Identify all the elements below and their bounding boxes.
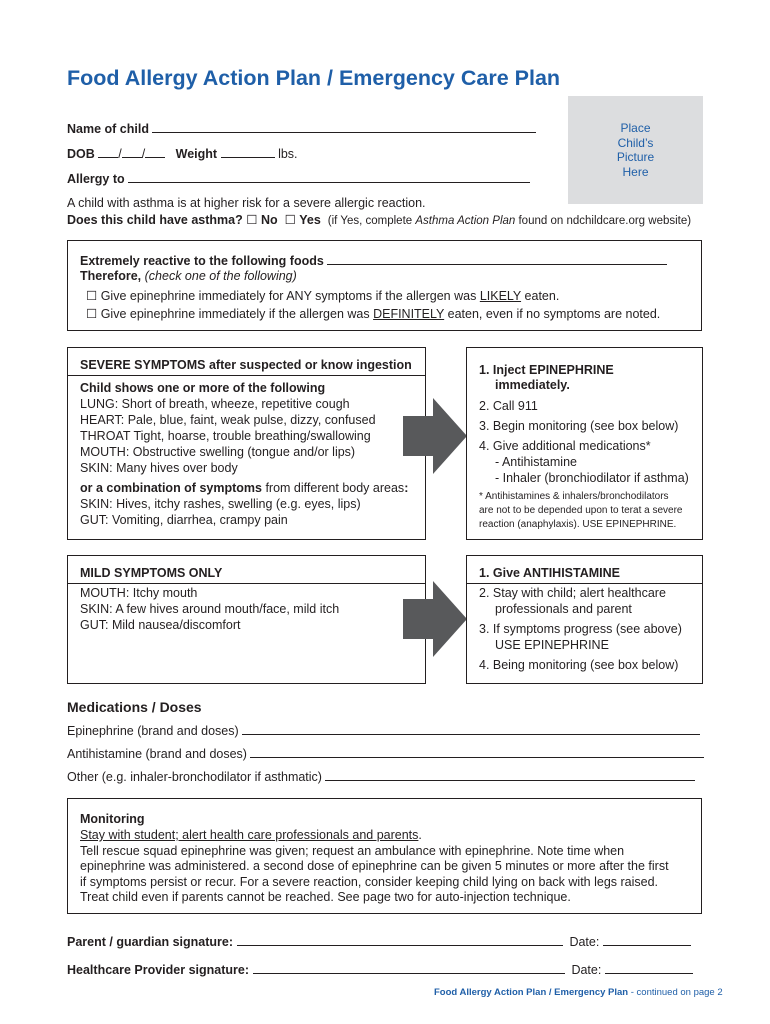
mild-symptoms-box xyxy=(67,555,426,684)
symptom-line: THROAT Tight, hoarse, trouble breathing/swallowing xyxy=(80,429,371,443)
monitoring-emphasis: Stay with student; alert health care professionals and parents xyxy=(80,828,419,842)
parent-date-field[interactable] xyxy=(603,934,691,946)
provider-signature-field[interactable] xyxy=(253,962,565,974)
monitoring-period: . xyxy=(418,828,422,842)
mild-actions-box xyxy=(466,555,703,684)
asthma-plan-ref: Asthma Action Plan xyxy=(415,215,516,227)
photo-text: Picture xyxy=(616,150,655,164)
symptom-line: MOUTH: Itchy mouth xyxy=(80,586,198,600)
date-label: Date: xyxy=(569,935,600,949)
arrow-right-icon xyxy=(403,398,469,474)
dob-sep: / xyxy=(118,147,122,161)
severe-symptoms-box xyxy=(67,347,426,540)
photo-text: Place xyxy=(620,121,651,135)
option-likely-text: eaten. xyxy=(521,289,560,303)
lbs-label: lbs. xyxy=(278,147,298,161)
reactive-heading: Extremely reactive to the following foods xyxy=(80,254,324,268)
option-definitely-emphasis: DEFINITELY xyxy=(373,307,445,321)
action-substep: - Antihistamine xyxy=(495,455,577,469)
epinephrine-label: Epinephrine (brand and doses) xyxy=(67,724,239,738)
other-med-field[interactable] xyxy=(325,769,695,781)
dob-day-field[interactable] xyxy=(122,146,142,158)
photo-text: Here xyxy=(622,164,649,179)
option-likely-text: Give epinephrine immediately for ANY symptoms if the allergen was xyxy=(100,289,480,303)
antihistamine-field[interactable] xyxy=(250,746,704,758)
footnote: * Antihistamines & inhalers/bronchodilators xyxy=(479,491,669,502)
action-substep: - Inhaler (bronchiodilator if asthma) xyxy=(495,471,689,485)
option-definitely-text: Give epinephrine immediately if the allergen was xyxy=(100,307,374,321)
dob-row xyxy=(67,146,298,161)
action-step: 1. Inject EPINEPHRINE xyxy=(479,363,614,377)
symptom-line: LUNG: Short of breath, wheeze, repetitive cough xyxy=(80,397,350,411)
asthma-hint: (if Yes, complete xyxy=(327,215,416,227)
symptom-line: GUT: Vomiting, diarrhea, crampy pain xyxy=(80,513,288,527)
action-step: 3. Begin monitoring (see box below) xyxy=(479,419,679,433)
action-step: immediately. xyxy=(495,378,570,392)
dob-label: DOB xyxy=(67,147,95,161)
symptom-line: SKIN: Hives, itchy rashes, swelling (e.g. eyes, lips) xyxy=(80,497,361,511)
action-step: 4. Give additional medications* xyxy=(479,439,651,453)
weight-label: Weight xyxy=(175,147,218,161)
weight-field[interactable] xyxy=(221,146,275,158)
monitoring-line: epinephrine was administered. a second dose of epinephrine can be given 5 minutes or more after the first xyxy=(80,859,669,873)
footer xyxy=(434,987,723,998)
monitoring-line: Treat child even if parents cannot be reached. See page two for auto-injection technique. xyxy=(80,890,571,904)
parent-signature-label: Parent / guardian signature: xyxy=(67,935,234,949)
option-definitely-text: eaten, even if no symptoms are noted. xyxy=(444,307,661,321)
action-step: 2. Stay with child; alert healthcare xyxy=(479,586,666,600)
action-step: 3. If symptoms progress (see above) xyxy=(479,622,682,636)
action-step: 1. Give ANTIHISTAMINE xyxy=(479,566,620,580)
antihistamine-label: Antihistamine (brand and doses) xyxy=(67,747,247,761)
reactive-box xyxy=(67,240,702,331)
parent-signature-field[interactable] xyxy=(237,934,563,946)
provider-signature-label: Healthcare Provider signature: xyxy=(67,963,250,977)
date-label: Date: xyxy=(571,963,602,977)
name-field[interactable] xyxy=(152,121,536,133)
name-label: Name of child xyxy=(67,122,149,136)
therefore-label: Therefore, xyxy=(80,269,142,283)
dob-month-field[interactable] xyxy=(98,146,118,158)
allergy-label: Allergy to xyxy=(67,172,125,186)
provider-date-field[interactable] xyxy=(605,962,693,974)
arrow-right-icon xyxy=(403,581,469,657)
other-med-label: Other (e.g. inhaler-bronchodilator if asthmatic) xyxy=(67,770,322,784)
monitoring-heading: Monitoring xyxy=(80,812,145,826)
severe-actions-box xyxy=(466,347,703,540)
mild-heading: MILD SYMPTOMS ONLY xyxy=(80,566,223,580)
monitoring-line: if symptoms persist or recur. For a severe reaction, consider keeping child lying on back with legs raised. xyxy=(80,875,659,889)
medications-heading: Medications / Doses xyxy=(67,699,202,715)
allergy-field[interactable] xyxy=(128,171,530,183)
footer-continued: - continued on page 2 xyxy=(628,987,723,998)
symptom-line: MOUTH: Obstructive swelling (tongue and/or lips) xyxy=(80,445,356,459)
reactive-foods-field[interactable] xyxy=(327,253,667,265)
name-row xyxy=(67,121,536,136)
photo-placeholder[interactable] xyxy=(568,96,703,204)
footnote: are not to be depended upon to terat a severe xyxy=(479,505,683,516)
allergy-row xyxy=(67,171,530,186)
asthma-no-label: No xyxy=(260,213,278,227)
combo-heading: or a combination of symptoms xyxy=(80,481,262,495)
combo-text: from different body areas xyxy=(261,481,405,495)
asthma-hint: found on ndchildcare.org website) xyxy=(515,215,692,227)
asthma-question-row xyxy=(67,212,691,227)
dob-year-field[interactable] xyxy=(145,146,165,158)
option-likely-checkbox[interactable]: ☐ xyxy=(86,289,98,303)
severe-subheading: Child shows one or more of the following xyxy=(80,381,326,395)
combo-colon: : xyxy=(404,481,409,495)
asthma-note: A child with asthma is at higher risk for a severe allergic reaction. xyxy=(67,196,426,210)
symptom-line: SKIN: Many hives over body xyxy=(80,461,238,475)
action-step: professionals and parent xyxy=(495,602,632,616)
footer-title: Food Allergy Action Plan / Emergency Plan xyxy=(434,987,629,998)
asthma-question: Does this child have asthma? xyxy=(67,213,243,227)
dob-sep: / xyxy=(141,147,146,161)
action-step: 4. Being monitoring (see box below) xyxy=(479,658,679,672)
symptom-line: HEART: Pale, blue, faint, weak pulse, dizzy, confused xyxy=(80,413,376,427)
asthma-no-checkbox[interactable]: ☐ xyxy=(246,213,258,227)
asthma-yes-label: Yes xyxy=(299,213,321,227)
photo-text: Child’s xyxy=(617,135,654,150)
epinephrine-field[interactable] xyxy=(242,723,700,735)
action-step: USE EPINEPHRINE xyxy=(495,638,609,652)
monitoring-box xyxy=(67,798,702,914)
symptom-line: GUT: Mild nausea/discomfort xyxy=(80,618,241,632)
check-instruction: (check one of the following) xyxy=(144,269,297,283)
action-step: 2. Call 911 xyxy=(479,399,538,413)
severe-heading: SEVERE SYMPTOMS after suspected or know ingestion xyxy=(80,358,412,372)
footnote: reaction (anaphylaxis). USE EPINEPHRINE. xyxy=(479,519,677,530)
option-definitely-checkbox[interactable]: ☐ xyxy=(86,307,98,321)
symptom-line: SKIN: A few hives around mouth/face, mild itch xyxy=(80,602,340,616)
monitoring-line: Tell rescue squad epinephrine was given; request an ambulance with epinephrine. Note time when xyxy=(80,844,625,858)
option-likely-emphasis: LIKELY xyxy=(479,289,522,303)
asthma-yes-checkbox[interactable]: ☐ xyxy=(284,213,296,227)
page-title: Food Allergy Action Plan / Emergency Care Plan xyxy=(67,66,561,90)
